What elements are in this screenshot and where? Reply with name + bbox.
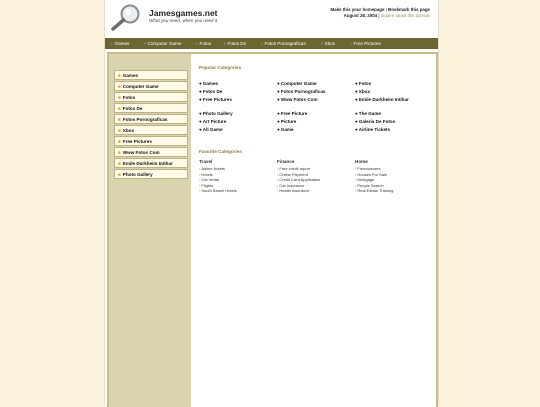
fav-link-car-insurance[interactable] [277, 183, 304, 188]
arrow-icon: › [199, 182, 201, 188]
sidebar-item-photo-gallery[interactable] [114, 169, 188, 179]
sidebar-item-label: Fotos De [122, 106, 143, 111]
bullet-icon: ■ [118, 117, 121, 122]
fav-link-label: Houses For Sale [357, 171, 388, 177]
bullet-icon: ● [355, 111, 358, 116]
sidebar-item-label: Www Fotos Com [122, 150, 160, 155]
nav-arrow-icon: › [111, 41, 113, 46]
nav-label: Fotos [199, 41, 212, 46]
nav-label: Computer Game [147, 41, 182, 46]
fav-link-label: Real Estate Training [357, 188, 394, 193]
fav-link-real-estate-training[interactable] [355, 188, 393, 193]
bullet-icon: ■ [118, 73, 121, 78]
fav-heading-travel[interactable]: Travel [199, 159, 213, 164]
arrow-icon: › [277, 171, 279, 177]
bullet-icon: ● [199, 97, 202, 102]
nav-item-fotos-de[interactable] [224, 38, 246, 49]
bullet-icon: ● [277, 81, 280, 86]
bullet-icon: ● [199, 89, 202, 94]
link-separator: | [385, 7, 387, 12]
bullet-icon: ■ [118, 128, 121, 133]
arrow-icon: › [277, 166, 279, 171]
nav-label: Free Pictures [353, 41, 381, 46]
fav-link-people-search[interactable] [355, 183, 384, 188]
bullet-icon: ■ [118, 95, 121, 100]
nav-label: Fotos De [227, 41, 247, 46]
category-label: The Game [358, 111, 381, 116]
sidebar-item-games[interactable] [114, 70, 188, 80]
category-link-fotos-de[interactable] [199, 89, 222, 95]
category-label: Fotos [358, 81, 372, 86]
category-link-the-game[interactable] [355, 111, 381, 117]
nav-item-games[interactable] [111, 38, 129, 49]
header-links [331, 7, 431, 19]
category-label: Galeria De Fotos [358, 119, 396, 124]
category-link-picture[interactable] [277, 119, 296, 125]
fav-link-free-credit-report[interactable] [277, 166, 310, 171]
category-label: Emile Durkheim Intihar [358, 97, 409, 102]
category-link-emile-durkheim-intihar[interactable] [355, 97, 411, 103]
bullet-icon: ■ [118, 106, 121, 111]
fav-link-south-beach-hotels[interactable] [199, 188, 237, 193]
sidebar-item-label: Fotos [122, 95, 136, 100]
magnifier-icon[interactable] [109, 3, 145, 31]
category-link-free-pictures[interactable] [199, 97, 232, 103]
category-link-xbox[interactable] [355, 89, 370, 95]
bullet-icon: ● [355, 119, 358, 124]
arrow-icon: › [277, 182, 279, 188]
site-title[interactable]: Jamesgames.net [149, 8, 218, 18]
bullet-icon: ■ [118, 172, 121, 177]
nav-arrow-icon: › [321, 41, 323, 46]
fav-link-mortgage[interactable] [355, 177, 374, 182]
category-link-art-picture[interactable] [199, 119, 226, 125]
nav-arrow-icon: › [224, 41, 226, 46]
fav-link-airline-tickets[interactable] [199, 166, 225, 171]
category-link-www-fotos-com[interactable] [277, 97, 318, 103]
sidebar-item-label: Emile Durkheim Intihar [122, 161, 173, 166]
sidebar-item-emile-durkheim-intihar[interactable] [114, 158, 188, 168]
category-label: Xbox [358, 89, 371, 94]
arrow-icon: › [355, 177, 357, 182]
category-link-game[interactable] [277, 127, 294, 133]
arrow-icon: › [199, 171, 201, 177]
category-link-free-picture[interactable] [277, 111, 307, 117]
category-label: Free Pictures [202, 97, 232, 102]
sidebar-item-label: Photo Gallery [122, 172, 153, 177]
fav-link-houses-for-sale[interactable] [355, 172, 387, 177]
bullet-icon: ● [277, 89, 280, 94]
arrow-icon: › [355, 188, 357, 193]
category-label: Computer Game [280, 81, 317, 86]
category-link-computer-game[interactable] [277, 81, 317, 87]
fav-link-hotels[interactable] [199, 172, 213, 177]
header [105, 0, 438, 38]
popular-categories-title: Popular Categories [199, 65, 242, 70]
fav-link-flights[interactable] [199, 183, 213, 188]
sidebar-item-label: Games [122, 73, 139, 78]
fav-link-credit-card-application[interactable] [277, 177, 320, 182]
nav-label: Games [114, 41, 130, 46]
fav-link-health-insurance[interactable] [277, 188, 309, 193]
category-link-fotos-pornograficas[interactable] [277, 89, 325, 95]
bullet-icon: ● [277, 127, 280, 132]
bullet-icon: ● [199, 127, 202, 132]
category-link-fotos[interactable] [355, 81, 371, 87]
category-label: Free Picture [280, 111, 308, 116]
fav-link-label: Online Payment [279, 171, 308, 177]
sidebar-list [114, 70, 188, 180]
fav-heading-finance[interactable]: Finance [277, 159, 295, 164]
nav-arrow-icon: › [261, 41, 263, 46]
fav-link-label: Flights [201, 182, 214, 188]
sidebar-item-label: Fotos Pornograficas [122, 117, 168, 122]
fav-link-label: Foreclosures [357, 166, 381, 171]
nav-arrow-icon: › [196, 41, 198, 46]
fav-link-label: People Search [357, 182, 384, 188]
inquire-link[interactable]: Inquire about this domain [380, 13, 430, 18]
current-date: August 28, 2004 [343, 13, 378, 18]
fav-link-label: South Beach Hotels [201, 188, 237, 193]
category-link-galeria-de-fotos[interactable] [355, 119, 395, 125]
fav-link-label: Mortgage [357, 177, 375, 182]
fav-link-label: Hotels [201, 171, 213, 177]
category-label: Picture [280, 119, 297, 124]
fav-link-label: Credit Card Application [279, 177, 321, 182]
homepage-link[interactable]: Make this your homepage [330, 7, 385, 12]
bullet-icon: ● [355, 89, 358, 94]
fav-link-car-rental[interactable] [199, 177, 219, 182]
arrow-icon: › [199, 188, 201, 193]
category-link-all-game[interactable] [199, 127, 223, 133]
arrow-icon: › [355, 182, 357, 188]
bullet-icon: ■ [118, 161, 121, 166]
category-label: Airline Tickets [358, 127, 391, 132]
nav-item-xbox[interactable] [321, 38, 335, 49]
sidebar-item-fotos-pornograficas[interactable] [114, 114, 188, 124]
top-nav [105, 38, 438, 49]
content-frame [107, 52, 438, 407]
bullet-icon: ● [199, 111, 202, 116]
sidebar-item-fotos[interactable] [114, 92, 188, 102]
nav-arrow-icon: › [144, 41, 146, 46]
fav-heading-home[interactable]: Home [355, 159, 368, 164]
page-container [104, 0, 439, 405]
nav-item-computer-game[interactable] [144, 38, 182, 49]
fav-link-label: Free credit report [279, 166, 311, 171]
bullet-icon: ● [277, 97, 280, 102]
fav-link-label: Airline tickets [201, 166, 225, 171]
nav-item-free-pictures[interactable] [350, 38, 381, 49]
sidebar-item-label: Xbox [122, 128, 135, 133]
sidebar-item-free-pictures[interactable] [114, 136, 188, 146]
sidebar-item-label: Free Pictures [122, 139, 152, 144]
fav-link-foreclosures[interactable] [355, 166, 380, 171]
category-label: Fotos De [202, 89, 223, 94]
sidebar-item-xbox[interactable] [114, 125, 188, 135]
category-link-games[interactable] [199, 81, 218, 87]
category-label: Fotos Pornograficas [280, 89, 326, 94]
fav-link-online-payment[interactable] [277, 172, 308, 177]
bullet-icon: ● [277, 111, 280, 116]
nav-item-fotos-pornograficas[interactable] [261, 38, 306, 49]
sidebar [109, 54, 191, 407]
category-label: Games [202, 81, 219, 86]
arrow-icon: › [199, 166, 201, 171]
category-label: Art Picture [202, 119, 227, 124]
category-label: Photo Gallery [202, 111, 233, 116]
category-label: Www Fotos Com [280, 97, 318, 102]
category-link-photo-gallery[interactable] [199, 111, 233, 117]
bullet-icon: ● [355, 97, 358, 102]
bullet-icon: ● [277, 119, 280, 124]
arrow-icon: › [199, 177, 201, 182]
fav-link-label: Car Insurance [279, 182, 305, 188]
category-link-airline-tickets[interactable] [355, 127, 390, 133]
nav-arrow-icon: › [350, 41, 352, 46]
nav-label: Xbox [324, 41, 336, 46]
bullet-icon: ● [355, 127, 358, 132]
bullet-icon: ● [355, 81, 358, 86]
bullet-icon: ■ [118, 150, 121, 155]
favorite-categories-title: Favorite Categories [199, 149, 242, 154]
fav-link-label: Car rental [201, 177, 219, 182]
bullet-icon: ● [199, 81, 202, 86]
sidebar-item-computer-game[interactable] [114, 81, 188, 91]
sidebar-item-fotos-de[interactable] [114, 103, 188, 113]
bookmark-link[interactable]: Bookmark this page [388, 7, 430, 12]
bullet-icon: ● [199, 119, 202, 124]
sidebar-item-www-fotos-com[interactable] [114, 147, 188, 157]
arrow-icon: › [277, 188, 279, 193]
sidebar-item-label: Computer Game [122, 84, 159, 89]
category-label: All Game [202, 127, 223, 132]
bullet-icon: ■ [118, 139, 121, 144]
arrow-icon: › [277, 177, 279, 182]
fav-link-label: Health insurance [279, 188, 310, 193]
category-label: Game [280, 127, 294, 132]
bullet-icon: ■ [118, 84, 121, 89]
arrow-icon: › [355, 171, 357, 177]
nav-item-fotos[interactable] [196, 38, 211, 49]
date-separator: | [378, 13, 380, 18]
tagline: What you need, when you need it [149, 18, 218, 23]
nav-label: Fotos Pornograficas [264, 41, 306, 46]
arrow-icon: › [355, 166, 357, 171]
